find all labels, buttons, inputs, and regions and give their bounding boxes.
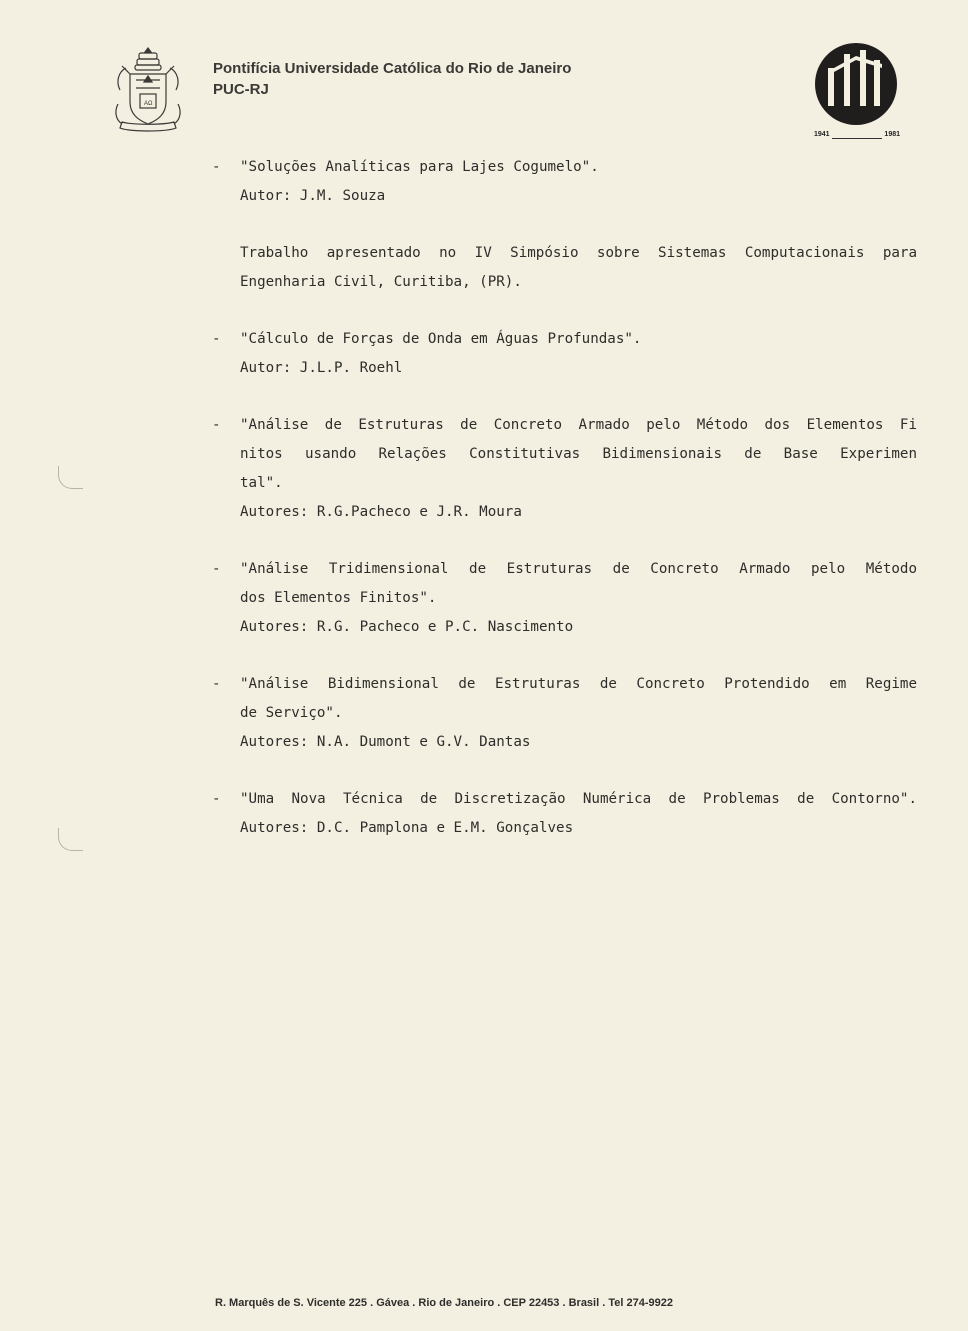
- list-dash: -: [212, 561, 221, 577]
- entry-title-line: dos Elementos Finitos".: [240, 590, 437, 606]
- entry-authors: Autores: R.G. Pacheco e P.C. Nascimento: [240, 619, 574, 635]
- entry-authors: Autores: N.A. Dumont e G.V. Dantas: [240, 734, 531, 750]
- entry-title-line: "Análise de Estruturas de Concreto Armado pelo Método dos Elementos Fi: [240, 417, 917, 433]
- institution-name: Pontifícia Universidade Católica do Rio de Janeiro: [213, 60, 572, 77]
- punch-hole-bottom: [58, 828, 83, 851]
- anniversary-start-year: 1941: [814, 131, 830, 138]
- list-dash: -: [212, 417, 221, 433]
- svg-text:AΩ: AΩ: [144, 101, 153, 107]
- entry-title-line: "Cálculo de Forças de Onda em Águas Profundas".: [240, 331, 642, 347]
- institution-abbreviation: PUC-RJ: [213, 81, 269, 98]
- list-dash: -: [212, 791, 221, 807]
- entry-authors: Autores: D.C. Pamplona e E.M. Gonçalves: [240, 820, 574, 836]
- entry-title-line: "Uma Nova Técnica de Discretização Numérica de Problemas de Contorno".: [240, 791, 917, 807]
- anniversary-end-year: 1981: [884, 131, 900, 138]
- list-item: [212, 153, 917, 211]
- footer-address: R. Marquês de S. Vicente 225 . Gávea . Rio de Janeiro . CEP 22453 . Brasil . Tel 274-9922: [215, 1297, 673, 1309]
- note-line: Trabalho apresentado no IV Simpósio sobre Sistemas Computacionais para: [240, 245, 917, 261]
- list-item: [212, 555, 917, 642]
- entry-title-line: tal".: [240, 475, 283, 491]
- note-line: Engenharia Civil, Curitiba, (PR).: [240, 274, 522, 290]
- entry-note: [212, 239, 917, 297]
- list-dash: -: [212, 331, 221, 347]
- anniversary-logo: [812, 40, 902, 140]
- entry-title-line: "Análise Tridimensional de Estruturas de Concreto Armado pelo Método: [240, 561, 917, 577]
- list-item: [212, 670, 917, 757]
- entry-title-line: de Serviço".: [240, 705, 343, 721]
- entry-authors: Autor: J.L.P. Roehl: [240, 360, 403, 376]
- list-item: [212, 325, 917, 383]
- university-crest-logo: [112, 44, 184, 138]
- punch-hole-top: [58, 466, 83, 489]
- entry-title-line: "Análise Bidimensional de Estruturas de Concreto Protendido em Regime: [240, 676, 917, 692]
- anniversary-divider: [832, 138, 882, 139]
- list-item: [212, 411, 917, 527]
- publication-list: [212, 153, 917, 871]
- list-item: [212, 785, 917, 843]
- entry-authors: Autores: R.G.Pacheco e J.R. Moura: [240, 504, 522, 520]
- entry-title-line: "Soluções Analíticas para Lajes Cogumelo".: [240, 159, 599, 175]
- list-dash: -: [212, 159, 221, 175]
- institution-header: [213, 58, 571, 100]
- list-dash: -: [212, 676, 221, 692]
- entry-authors: Autor: J.M. Souza: [240, 188, 386, 204]
- entry-title-line: nitos usando Relações Constitutivas Bidimensionais de Base Experimen: [240, 446, 917, 462]
